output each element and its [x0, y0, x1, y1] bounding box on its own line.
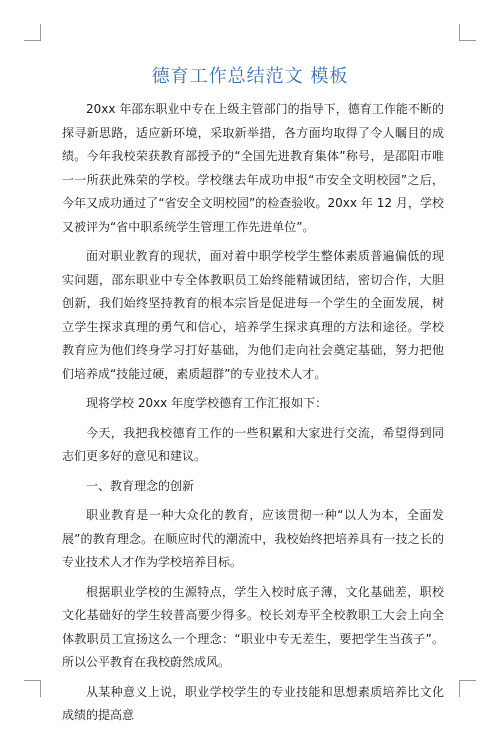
paragraph-exchange: 今天，我把我校德育工作的一些积累和大家进行交流，希望得到同志们更多好的意见和建议。: [62, 425, 444, 463]
crop-mark-bottom-left: [24, 680, 41, 697]
paragraph-philosophy: 面对职业教育的现状，面对着中职学校学生整体素质普遍偏低的现实问题，邵东职业中专全体教职员工始终能精诚团结，密切合作，大胆创新，我们始终坚持教育的根本宗旨是促进每一个学生的全面发展，树立学生探求真理的勇气和信心，培养学生探求真理的方法和途径。学校教育应为他们终身学习打好基础，为他们走向社会奠定基础，努力把他们培养成“技能过硬，素质超群”的专业技术人才。: [62, 249, 444, 381]
paragraph-intro: 20xx 年邵东职业中专在上级主管部门的指导下，德育工作能不断的探寻新思路，适应新环境，采取新举措，各方面均取得了令人瞩目的成绩。今年我校荣获教育部授予的“全国先进教育集体”称号，是邵阳市唯一一所获此殊荣的学校。学校继去年成功申报“市安全文明校园”之后，今年又成功通过了“省安全文明校园”的检查验收。20xx 年 12 月，学校又被评为“省中职系统学生管理工作先进单位”。: [62, 102, 444, 234]
paragraph-report-lead: 现将学校 20xx 年度学校德育工作汇报如下：: [86, 396, 328, 410]
document-title: 德育工作总结范文 模板: [151, 66, 349, 87]
crop-mark-top-right: [459, 24, 476, 41]
section-heading-1: 一、教育理念的创新: [86, 478, 195, 493]
paragraph-student-source: 根据职业学校的生源特点，学生入校时底子薄，文化基础差，职校文化基础好的学生较普高要少得多。校长刘寿平全校教职工大会上向全体教职员工宣扬这么一个理念：“职业中专无差生，要把学生当孩子”。所以公平教育在我校蔚然成风。: [62, 584, 444, 669]
paragraph-vocational-education: 职业教育是一种大众化的教育，应该贯彻一种“以人为本，全面发展”的教育理念。在顺应时代的潮流中，我校始终把培养具有一技之长的专业技术人才作为学校培养目标。: [62, 508, 444, 569]
crop-mark-bottom-right: [459, 680, 476, 697]
document-body: [62, 98, 444, 734]
crop-mark-top-left: [24, 24, 41, 41]
paragraph-continued: 从某种意义上说，职业学校学生的专业技能和思想素质培养比文化成绩的提高意: [62, 684, 444, 722]
